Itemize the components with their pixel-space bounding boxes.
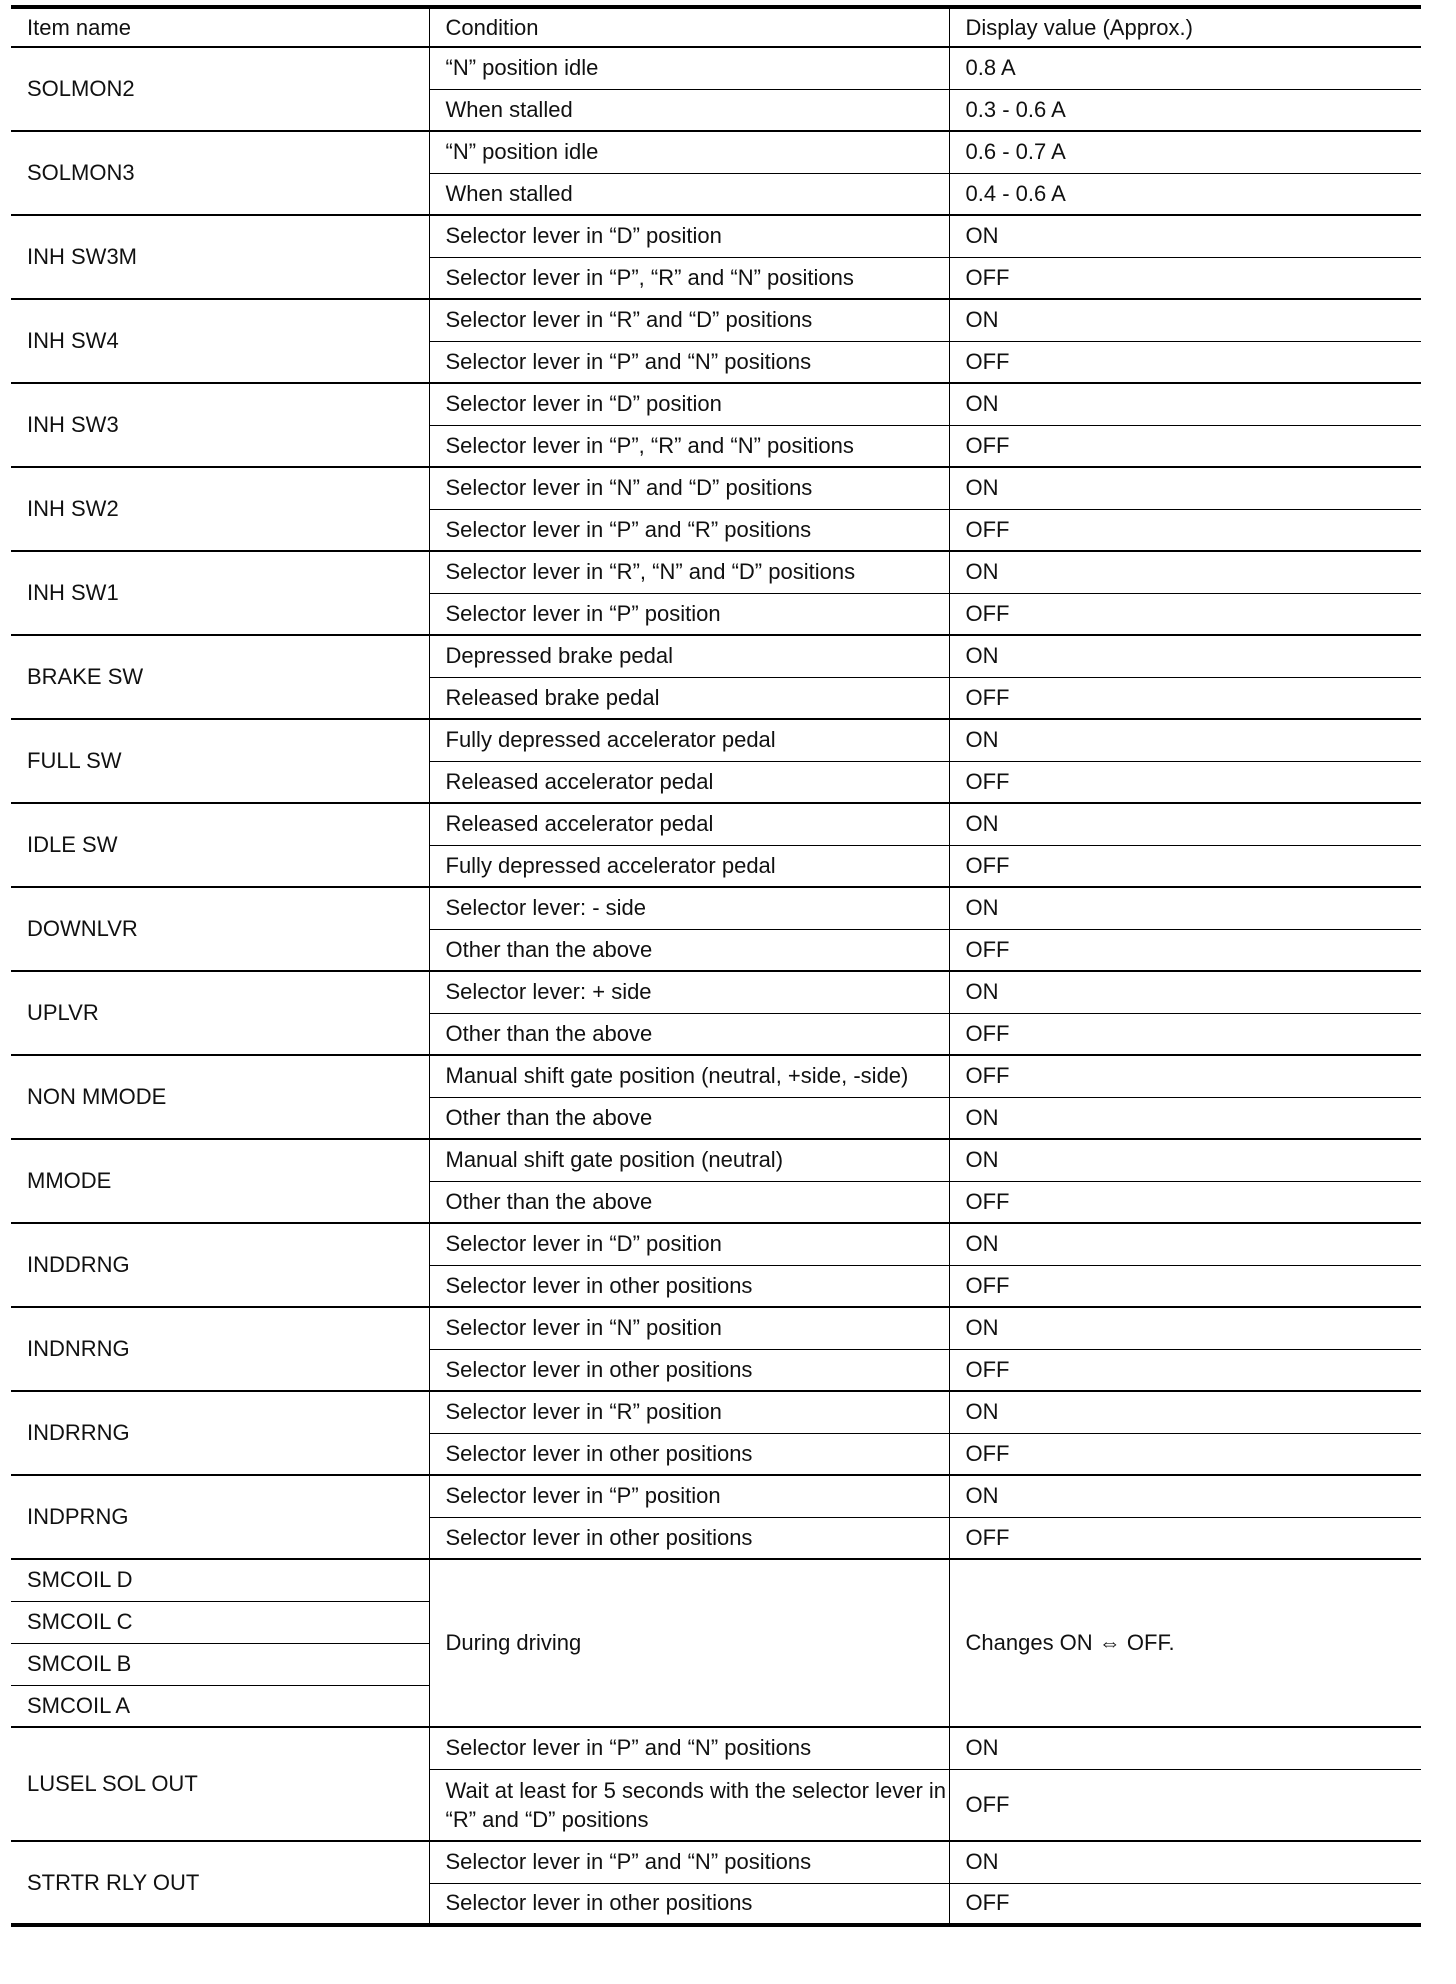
display-value-cell: ON [949,1391,1421,1433]
display-value-cell: Changes ON ⇔ OFF. [949,1559,1421,1727]
table-row [11,383,1421,425]
item-name-cell: NON MMODE [11,1055,429,1139]
condition-cell: During driving [429,1559,949,1727]
table-row [11,719,1421,761]
item-name-cell: INH SW1 [11,551,429,635]
display-value-cell: ON [949,635,1421,677]
item-name-cell: SOLMON3 [11,131,429,215]
display-value-cell: OFF [949,593,1421,635]
display-value-cell: 0.4 - 0.6 A [949,173,1421,215]
display-value-cell: ON [949,1841,1421,1883]
condition-cell: Selector lever in “R”, “N” and “D” positions [429,551,949,593]
table-header-row [11,7,1421,47]
condition-cell: Selector lever: + side [429,971,949,1013]
condition-cell: Fully depressed accelerator pedal [429,719,949,761]
condition-cell: “N” position idle [429,131,949,173]
item-name-cell: SOLMON2 [11,47,429,131]
table-row [11,1391,1421,1433]
condition-cell: When stalled [429,173,949,215]
display-value-cell: OFF [949,425,1421,467]
item-name-cell: INDRRNG [11,1391,429,1475]
item-name-cell: MMODE [11,1139,429,1223]
table-row [11,1307,1421,1349]
condition-cell: Selector lever in other positions [429,1349,949,1391]
table-row [11,971,1421,1013]
display-value-cell: OFF [949,1181,1421,1223]
condition-cell: When stalled [429,89,949,131]
header-display-value: Display value (Approx.) [949,7,1421,47]
header-condition: Condition [429,7,949,47]
table-row [11,551,1421,593]
display-value-cell: ON [949,1139,1421,1181]
display-value-cell: OFF [949,1517,1421,1559]
condition-cell: Other than the above [429,1013,949,1055]
condition-cell: Wait at least for 5 seconds with the selector lever in “R” and “D” positions [429,1769,949,1841]
condition-cell: Selector lever in other positions [429,1883,949,1925]
data-monitor-table [11,5,1421,1927]
display-value-cell: ON [949,551,1421,593]
condition-cell: Selector lever in “P” and “N” positions [429,1727,949,1769]
item-name-cell: INH SW3M [11,215,429,299]
display-value-cell: ON [949,803,1421,845]
display-value-cell: OFF [949,677,1421,719]
condition-cell: Selector lever in “R” position [429,1391,949,1433]
condition-cell: Selector lever in “D” position [429,215,949,257]
display-value-cell: OFF [949,761,1421,803]
display-value-cell: OFF [949,341,1421,383]
condition-cell: Selector lever in “N” and “D” positions [429,467,949,509]
display-value-cell: OFF [949,1349,1421,1391]
item-name-cell: STRTR RLY OUT [11,1841,429,1925]
condition-cell: Selector lever: - side [429,887,949,929]
display-value-cell: OFF [949,1013,1421,1055]
item-name-cell: IDLE SW [11,803,429,887]
display-value-cell: OFF [949,929,1421,971]
condition-cell: Other than the above [429,1181,949,1223]
display-value-cell: OFF [949,1265,1421,1307]
table-row [11,299,1421,341]
condition-cell: Fully depressed accelerator pedal [429,845,949,887]
condition-cell: Selector lever in “P” and “R” positions [429,509,949,551]
item-name-cell: SMCOIL B [11,1643,429,1685]
table-row [11,131,1421,173]
condition-cell: Selector lever in other positions [429,1265,949,1307]
item-name-cell: LUSEL SOL OUT [11,1727,429,1841]
table-row [11,1223,1421,1265]
table-row [11,1055,1421,1097]
table-row [11,1139,1421,1181]
condition-cell: Selector lever in “P” position [429,1475,949,1517]
display-value-cell: OFF [949,845,1421,887]
item-name-cell: INDPRNG [11,1475,429,1559]
display-value-cell: ON [949,299,1421,341]
item-name-cell: INH SW4 [11,299,429,383]
table-row [11,467,1421,509]
table-row [11,1841,1421,1883]
display-value-cell: ON [949,1307,1421,1349]
display-value-cell: 0.3 - 0.6 A [949,89,1421,131]
item-name-cell: SMCOIL A [11,1685,429,1727]
table-row [11,635,1421,677]
display-value-cell: OFF [949,1055,1421,1097]
condition-cell: Selector lever in “D” position [429,383,949,425]
condition-cell: Released accelerator pedal [429,761,949,803]
table-row [11,1727,1421,1769]
display-value-cell: 0.6 - 0.7 A [949,131,1421,173]
item-name-cell: DOWNLVR [11,887,429,971]
table-row [11,1559,1421,1601]
item-name-cell: INDDRNG [11,1223,429,1307]
item-name-cell: INDNRNG [11,1307,429,1391]
display-value-cell: OFF [949,509,1421,551]
display-value-cell: OFF [949,1769,1421,1841]
item-name-cell: SMCOIL D [11,1559,429,1601]
display-value-cell: ON [949,971,1421,1013]
table-row [11,887,1421,929]
display-value-cell: 0.8 A [949,47,1421,89]
display-value-cell: ON [949,467,1421,509]
condition-cell: Manual shift gate position (neutral) [429,1139,949,1181]
item-name-cell: SMCOIL C [11,1601,429,1643]
condition-cell: Selector lever in “R” and “D” positions [429,299,949,341]
display-value-cell: ON [949,383,1421,425]
condition-cell: Released accelerator pedal [429,803,949,845]
condition-cell: Selector lever in “P”, “R” and “N” positions [429,425,949,467]
table-row [11,47,1421,89]
display-value-cell: ON [949,1727,1421,1769]
condition-cell: Selector lever in “P”, “R” and “N” positions [429,257,949,299]
condition-cell: Selector lever in other positions [429,1517,949,1559]
display-value-cell: OFF [949,257,1421,299]
condition-cell: Selector lever in “P” and “N” positions [429,341,949,383]
table-row [11,215,1421,257]
condition-cell: Depressed brake pedal [429,635,949,677]
display-value-cell: OFF [949,1883,1421,1925]
display-value-cell: OFF [949,1433,1421,1475]
condition-cell: Other than the above [429,929,949,971]
condition-cell: Released brake pedal [429,677,949,719]
condition-cell: Selector lever in “P” and “N” positions [429,1841,949,1883]
display-value-cell: ON [949,1097,1421,1139]
condition-cell: Other than the above [429,1097,949,1139]
header-item-name: Item name [11,7,429,47]
condition-cell: Selector lever in “N” position [429,1307,949,1349]
table-row [11,803,1421,845]
condition-cell: Selector lever in “D” position [429,1223,949,1265]
condition-cell: Selector lever in “P” position [429,593,949,635]
item-name-cell: INH SW3 [11,383,429,467]
item-name-cell: BRAKE SW [11,635,429,719]
item-name-cell: INH SW2 [11,467,429,551]
table-row [11,1475,1421,1517]
display-value-cell: ON [949,1475,1421,1517]
table-body [11,47,1421,1925]
data-monitor-table-container [11,5,1421,1927]
condition-cell: Manual shift gate position (neutral, +side, -side) [429,1055,949,1097]
display-value-cell: ON [949,719,1421,761]
condition-cell: “N” position idle [429,47,949,89]
display-value-cell: ON [949,215,1421,257]
display-value-cell: ON [949,1223,1421,1265]
display-value-cell: ON [949,887,1421,929]
item-name-cell: FULL SW [11,719,429,803]
condition-cell: Selector lever in other positions [429,1433,949,1475]
item-name-cell: UPLVR [11,971,429,1055]
